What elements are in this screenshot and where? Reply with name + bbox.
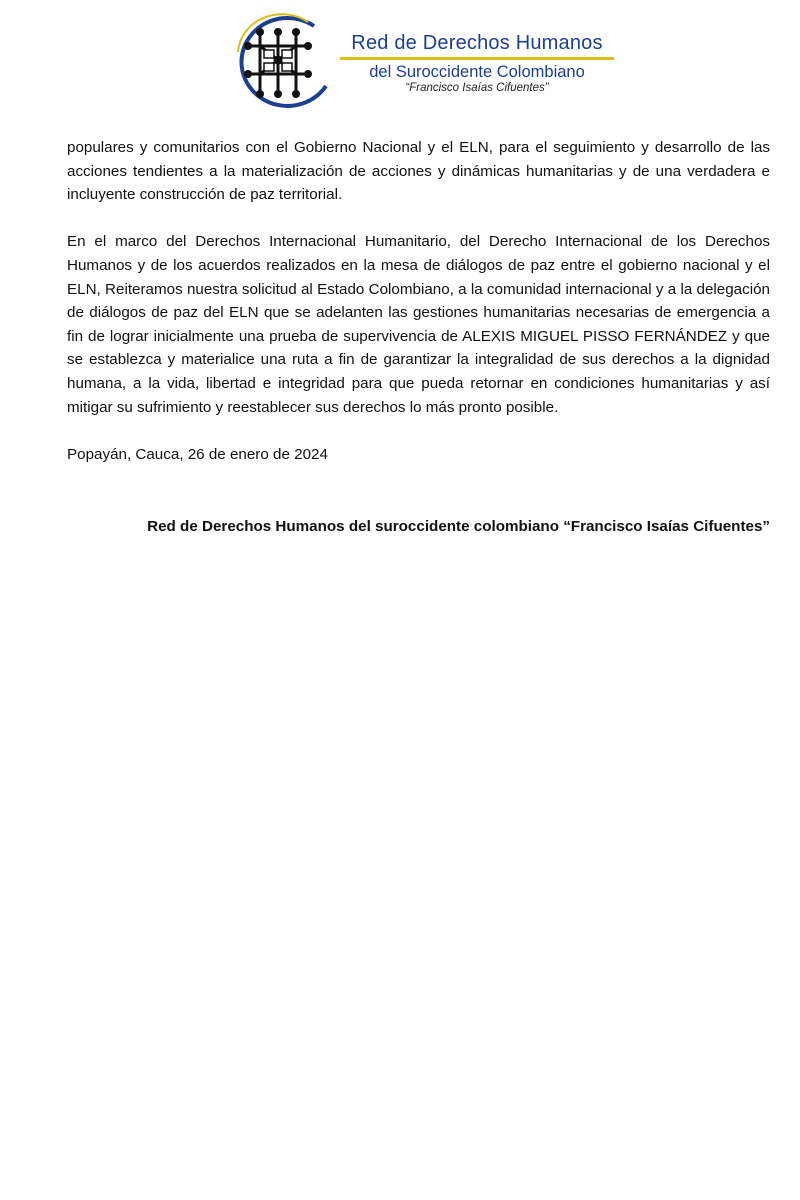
paragraph: populares y comunitarios con el Gobierno Nacional y el ELN, para el seguimiento y desarrollo de las acciones tendientes a la materialización de acciones y dinámicas humanitarias y de una verdadera e incluyente construcción de paz territorial. (67, 139, 770, 204)
paragraph: En el marco del Derechos Internacional Humanitario, del Derecho Internacional de los Derechos Humanos y de los acuerdos realizados en la mesa de diálogos de paz entre el gobierno nacional y el ELN, Reiteramos nuestra solicitud al Estado Colombiano, a la comunidad internacional y a la delegación de diálogos de paz del ELN que se adelanten las gestiones humanitarias necesarias de emergencia a fin de lograr inicialmente una prueba de supervivencia de ALEXIS MIGUEL PISSO FERNÁNDEZ y que se establezca y materialice una ruta a fin de garantizar la integralidad de sus derechos a la dignidad humana, a la vida, libertad e integridad para que pueda retornar en condiciones humanitarias y así mitigar su sufrimiento y reestablecer sus derechos lo más pronto posible. (67, 233, 770, 416)
signature: Red de Derechos Humanos del suroccidente colombiano “Francisco Isaías Cifuentes” (147, 518, 770, 535)
document-body (67, 136, 770, 490)
organization-brand (332, 32, 622, 95)
organization-region: del Suroccidente Colombiano (369, 63, 585, 81)
place-date: Popayán, Cauca, 26 de enero de 2024 (67, 445, 328, 463)
letterhead (222, 12, 622, 112)
network-people-emblem-icon (222, 12, 334, 112)
organization-name: Red de Derechos Humanos (351, 32, 603, 54)
brand-divider (340, 57, 614, 60)
organization-namesake: “Francisco Isaías Cifuentes” (405, 82, 549, 94)
